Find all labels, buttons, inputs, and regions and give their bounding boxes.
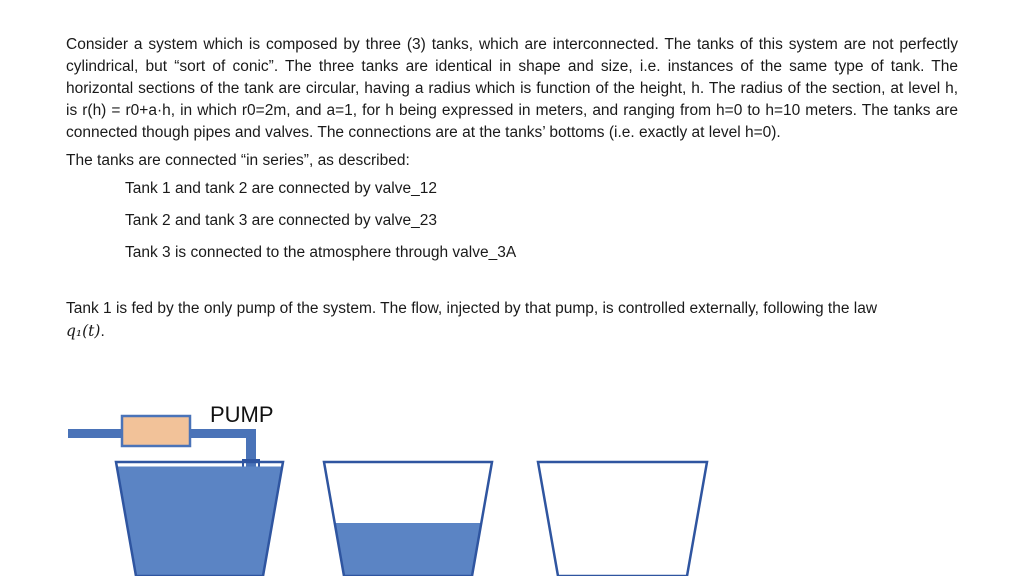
flow-law-period: . [100, 323, 105, 340]
series-intro-paragraph: The tanks are connected “in series”, as described: [66, 152, 410, 169]
connection-item-valve-3a: Tank 3 is connected to the atmosphere through valve_3A [125, 244, 517, 261]
tank-2 [324, 462, 492, 576]
tank-3-outline [538, 462, 707, 576]
connection-list [125, 178, 958, 264]
pump-paragraph-text: Tank 1 is fed by the only pump of the system. The flow, injected by that pump, is controlled externally, following the law [66, 300, 878, 317]
document-body [66, 34, 958, 343]
pump-label: PUMP [210, 402, 274, 427]
intro-paragraph: Consider a system which is composed by three (3) tanks, which are interconnected. The tanks of this system are not perfectly cylindrical, but “sort of conic”. The three tanks are identical in shape and size, i.e. instances of the same type of tank. The horizontal sections of the tank are circular, having a radius which is function of the height, h. The radius of the section, at level h, is r(h) = r0+a·h, in which r0=2m, and a=1, for h being expressed in meters, and ranging from h=0 to h=10 meters. The tanks are connected though pipes and valves. The connections are at the tanks’ bottoms (i.e. exactly at level h=0). [66, 36, 958, 141]
pump-paragraph [66, 298, 958, 343]
connection-item-valve-12: Tank 1 and tank 2 are connected by valve_12 [125, 180, 437, 197]
tank-3 [538, 462, 707, 576]
flow-law-formula: q₁(t) [66, 322, 101, 340]
pump-body [122, 416, 190, 446]
tank-2-water [335, 523, 482, 576]
tank-1 [116, 462, 283, 576]
tank-1-water [117, 466, 282, 576]
connection-item-valve-23: Tank 2 and tank 3 are connected by valve_23 [125, 212, 437, 229]
inlet-pipe [68, 429, 124, 438]
